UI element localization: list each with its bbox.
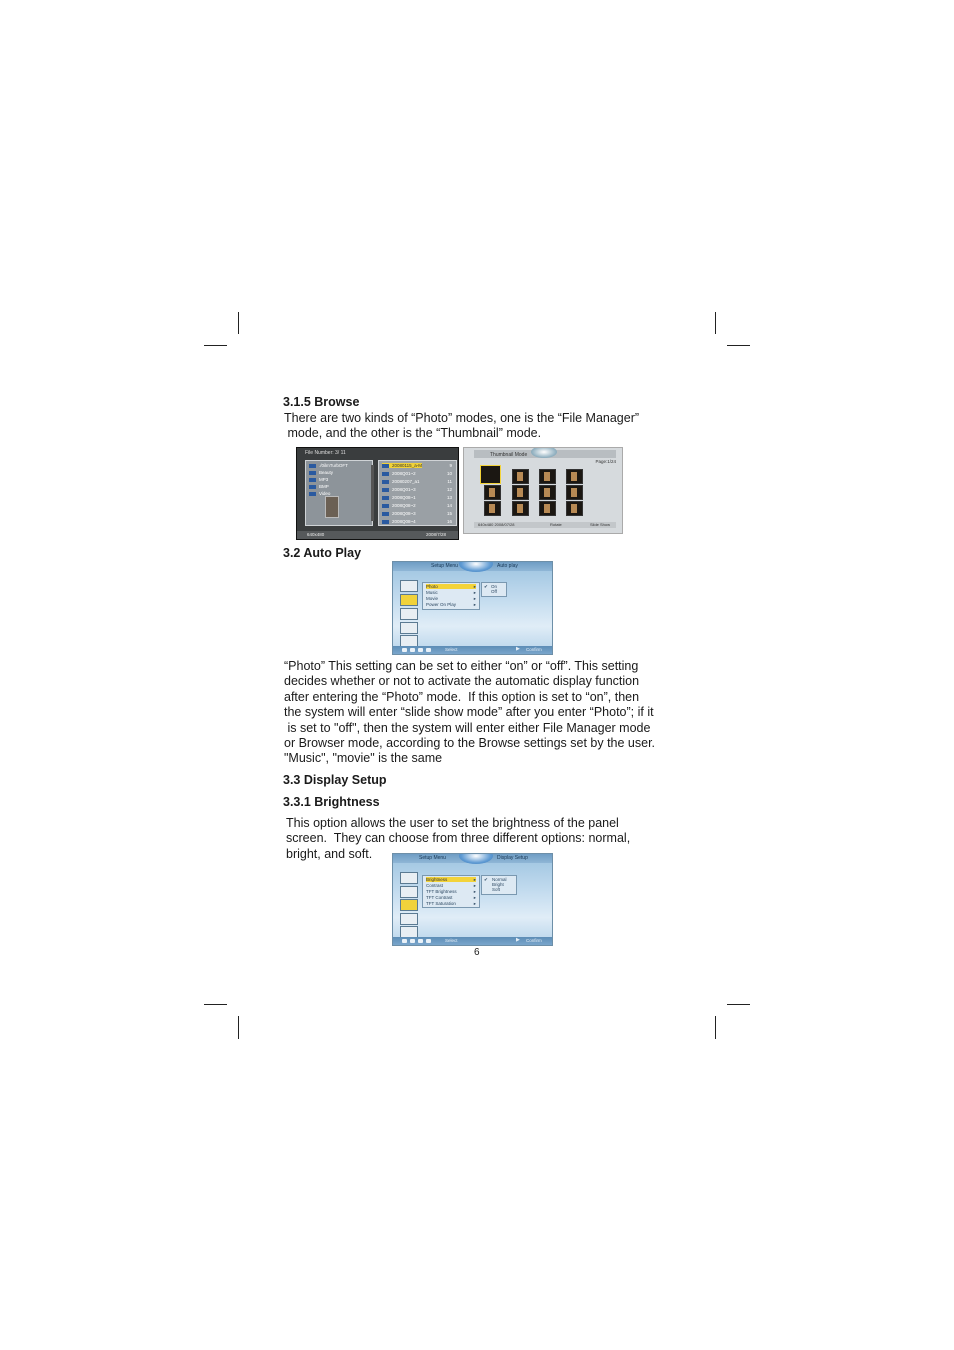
folder-panel bbox=[305, 460, 373, 526]
page-indicator: Page:1/24 bbox=[595, 459, 616, 464]
photo-thumbnail bbox=[539, 469, 556, 484]
resolution-label: 640x480 bbox=[307, 532, 325, 537]
file-number: 9 bbox=[449, 463, 452, 468]
file-number: 14 bbox=[446, 503, 452, 508]
folder-icon bbox=[309, 485, 316, 489]
file-item: 2008Q08~1 bbox=[382, 495, 416, 500]
chevron-right-icon: ▸ bbox=[473, 895, 476, 900]
photo-thumbnail bbox=[539, 485, 556, 500]
file-item: 20080207_a1 bbox=[382, 479, 420, 484]
back-icon bbox=[402, 939, 407, 943]
crop-mark bbox=[238, 312, 239, 334]
option-bright: Bright bbox=[492, 882, 504, 887]
brightness-paragraph-line: This option allows the user to set the brightness of the panel bbox=[286, 816, 619, 830]
photo-thumbnail bbox=[512, 469, 529, 484]
folder-icon bbox=[309, 471, 316, 475]
autoplay-paragraph-line: the system will enter “slide show mode” after you enter “Photo”; if it bbox=[284, 705, 654, 719]
file-panel bbox=[378, 460, 457, 526]
status-bar bbox=[393, 937, 552, 945]
brightness-paragraph-line: bright, and soft. bbox=[286, 847, 373, 861]
video-settings-icon bbox=[400, 913, 418, 925]
file-icon bbox=[382, 520, 389, 524]
play-icon: ▶ bbox=[516, 937, 520, 943]
thumbnail-title: Thumbnail Mode bbox=[490, 452, 528, 458]
menu-item-tft-saturation: TFT Saturation bbox=[426, 901, 456, 906]
option-off: Off bbox=[491, 589, 497, 594]
file-number: 11 bbox=[447, 479, 452, 484]
file-item: 2008Q01~2 bbox=[382, 471, 416, 476]
file-icon bbox=[382, 512, 389, 516]
chevron-right-icon: ▸ bbox=[473, 602, 476, 607]
autoplay-settings-icon bbox=[400, 886, 418, 898]
browse-paragraph-line: mode, and the other is the “Thumbnail” mode. bbox=[284, 426, 542, 440]
autoplay-paragraph-line: after entering the “Photo” mode. If this option is set to “on”, then bbox=[284, 690, 640, 704]
folder-icon bbox=[309, 464, 316, 468]
display-menu bbox=[422, 875, 480, 908]
folder-item: Video bbox=[309, 491, 330, 496]
option-normal: Normal bbox=[492, 877, 507, 882]
scrollbar bbox=[371, 465, 374, 521]
menu-item-brightness: Brightness bbox=[426, 877, 476, 882]
file-item: 2008Q01~3 bbox=[382, 487, 416, 492]
photo-thumbnail bbox=[512, 501, 529, 516]
folder-icon bbox=[309, 492, 316, 496]
autoplay-paragraph-line: “Photo” This setting can be set to either “on” or “off”. This setting bbox=[284, 659, 639, 673]
check-icon: ✔ bbox=[484, 877, 488, 882]
chevron-right-icon: ▸ bbox=[473, 889, 476, 894]
file-icon bbox=[382, 496, 389, 500]
crop-mark bbox=[238, 1016, 239, 1039]
photo-thumbnail bbox=[512, 485, 529, 500]
file-icon bbox=[382, 504, 389, 508]
file-number: 15 bbox=[446, 511, 452, 516]
photo-thumbnail bbox=[484, 485, 501, 500]
autoplay-paragraph-line: is set to "off", then the system will enter either File Manager mode bbox=[284, 721, 651, 735]
image-info: 640x480 2008/07/28 bbox=[478, 522, 515, 527]
confirm-hint: Confirm bbox=[526, 938, 542, 943]
autoplay-paragraph-line: or Browser mode, according to the Browse settings set by the user. bbox=[284, 736, 656, 750]
autoplay-settings-icon bbox=[400, 594, 418, 606]
chevron-right-icon: ▸ bbox=[473, 590, 476, 595]
section-heading-display-setup: 3.3 Display Setup bbox=[283, 773, 387, 787]
photo-preview-image bbox=[325, 496, 339, 518]
folder-item: BMP bbox=[309, 484, 329, 489]
check-icon: ✔ bbox=[484, 584, 488, 589]
file-icon bbox=[382, 488, 389, 492]
menu-item-movie: Movie bbox=[426, 596, 439, 601]
display-settings-icon bbox=[400, 608, 418, 620]
select-icon bbox=[426, 648, 431, 652]
display-setup-screenshot bbox=[392, 853, 553, 946]
file-item: 2008Q08~3 bbox=[382, 511, 416, 516]
file-number: 16 bbox=[446, 519, 452, 524]
confirm-hint: Confirm bbox=[526, 647, 542, 652]
file-number: 13 bbox=[446, 495, 452, 500]
file-number: 12 bbox=[446, 487, 452, 492]
option-submenu bbox=[481, 582, 507, 597]
select-hint: Select bbox=[445, 938, 458, 943]
crop-mark bbox=[204, 1004, 227, 1005]
thumbnail-screenshot bbox=[463, 447, 623, 534]
menu-item-tft-brightness: TFT Brightness bbox=[426, 889, 457, 894]
tab-display-setup: Display Setup bbox=[497, 855, 528, 861]
folder-item: Beauty bbox=[309, 470, 333, 475]
photo-thumbnail bbox=[566, 501, 583, 516]
tab-auto-play: Auto play bbox=[497, 563, 518, 569]
brightness-paragraph-line: screen. They can choose from three different options: normal, bbox=[286, 831, 631, 845]
option-on: On bbox=[491, 584, 498, 589]
file-item: 2008Q08~4 bbox=[382, 519, 416, 524]
chevron-right-icon: ▸ bbox=[473, 596, 476, 601]
photo-settings-icon bbox=[400, 872, 418, 884]
file-manager-screenshot bbox=[296, 447, 459, 540]
folder-item: MP3 bbox=[309, 477, 328, 482]
section-heading-browse: 3.1.5 Browse bbox=[283, 395, 360, 409]
date-label: 2008/7/28 bbox=[425, 532, 446, 537]
chevron-right-icon: ▸ bbox=[473, 901, 476, 906]
menu-item-photo: Photo bbox=[426, 584, 476, 589]
slideshow-hint: Slide Show bbox=[590, 522, 611, 527]
autoplay-paragraph-line: "Music", "movie" is the same bbox=[284, 751, 443, 765]
select-hint: Select bbox=[445, 647, 458, 652]
status-bar bbox=[297, 531, 458, 539]
menu-item-power-on-play: Power On Play bbox=[426, 602, 457, 607]
file-number-label: File Number: 3/ 11 bbox=[305, 450, 346, 456]
chevron-right-icon: ▸ bbox=[473, 877, 476, 882]
rotate-hint: Rotate bbox=[550, 522, 562, 527]
browse-paragraph-line: There are two kinds of “Photo” modes, one is the “File Manager” bbox=[284, 411, 640, 425]
section-heading-brightness: 3.3.1 Brightness bbox=[283, 795, 380, 809]
menu-item-tft-contrast: TFT Contrast bbox=[426, 895, 453, 900]
photo-thumbnail bbox=[539, 501, 556, 516]
crop-mark bbox=[715, 1016, 716, 1039]
up-icon bbox=[410, 939, 415, 943]
menu-item-music: Music bbox=[426, 590, 438, 595]
crop-mark bbox=[204, 345, 227, 346]
option-soft: Soft bbox=[492, 887, 501, 892]
file-number: 10 bbox=[446, 471, 452, 476]
option-submenu bbox=[481, 875, 517, 895]
down-icon bbox=[418, 939, 423, 943]
file-icon bbox=[382, 480, 389, 484]
chevron-right-icon: ▸ bbox=[473, 584, 476, 589]
selected-thumbnail bbox=[480, 465, 501, 484]
video-settings-icon bbox=[400, 622, 418, 634]
folder-item: ./0ilmTurbOFT bbox=[309, 463, 348, 468]
page-number: 6 bbox=[474, 947, 480, 958]
autoplay-menu bbox=[422, 582, 480, 610]
display-settings-icon bbox=[400, 899, 418, 911]
back-icon bbox=[402, 648, 407, 652]
file-icon bbox=[382, 464, 389, 468]
tab-setup-menu: Setup Menu bbox=[419, 855, 446, 861]
down-icon bbox=[418, 648, 423, 652]
photo-thumbnail bbox=[484, 501, 501, 516]
file-item: 2008Q08~2 bbox=[382, 503, 416, 508]
crop-mark bbox=[727, 1004, 750, 1005]
autoplay-paragraph-line: decides whether or not to activate the automatic display function bbox=[284, 674, 640, 688]
autoplay-setup-screenshot bbox=[392, 561, 553, 655]
status-bar bbox=[474, 522, 616, 528]
status-bar bbox=[393, 646, 552, 654]
up-icon bbox=[410, 648, 415, 652]
section-heading-autoplay: 3.2 Auto Play bbox=[283, 546, 362, 560]
tab-setup-menu: Setup Menu bbox=[431, 563, 458, 569]
play-icon: ▶ bbox=[516, 646, 520, 652]
folder-icon bbox=[309, 478, 316, 482]
chevron-right-icon: ▸ bbox=[473, 883, 476, 888]
photo-settings-icon bbox=[400, 580, 418, 592]
crop-mark bbox=[715, 312, 716, 334]
file-item-selected: 20080115_a-M bbox=[382, 463, 422, 468]
photo-thumbnail bbox=[566, 485, 583, 500]
menu-item-contrast: Contrast bbox=[426, 883, 444, 888]
select-icon bbox=[426, 939, 431, 943]
file-icon bbox=[382, 472, 389, 476]
crop-mark bbox=[727, 345, 750, 346]
photo-thumbnail bbox=[566, 469, 583, 484]
